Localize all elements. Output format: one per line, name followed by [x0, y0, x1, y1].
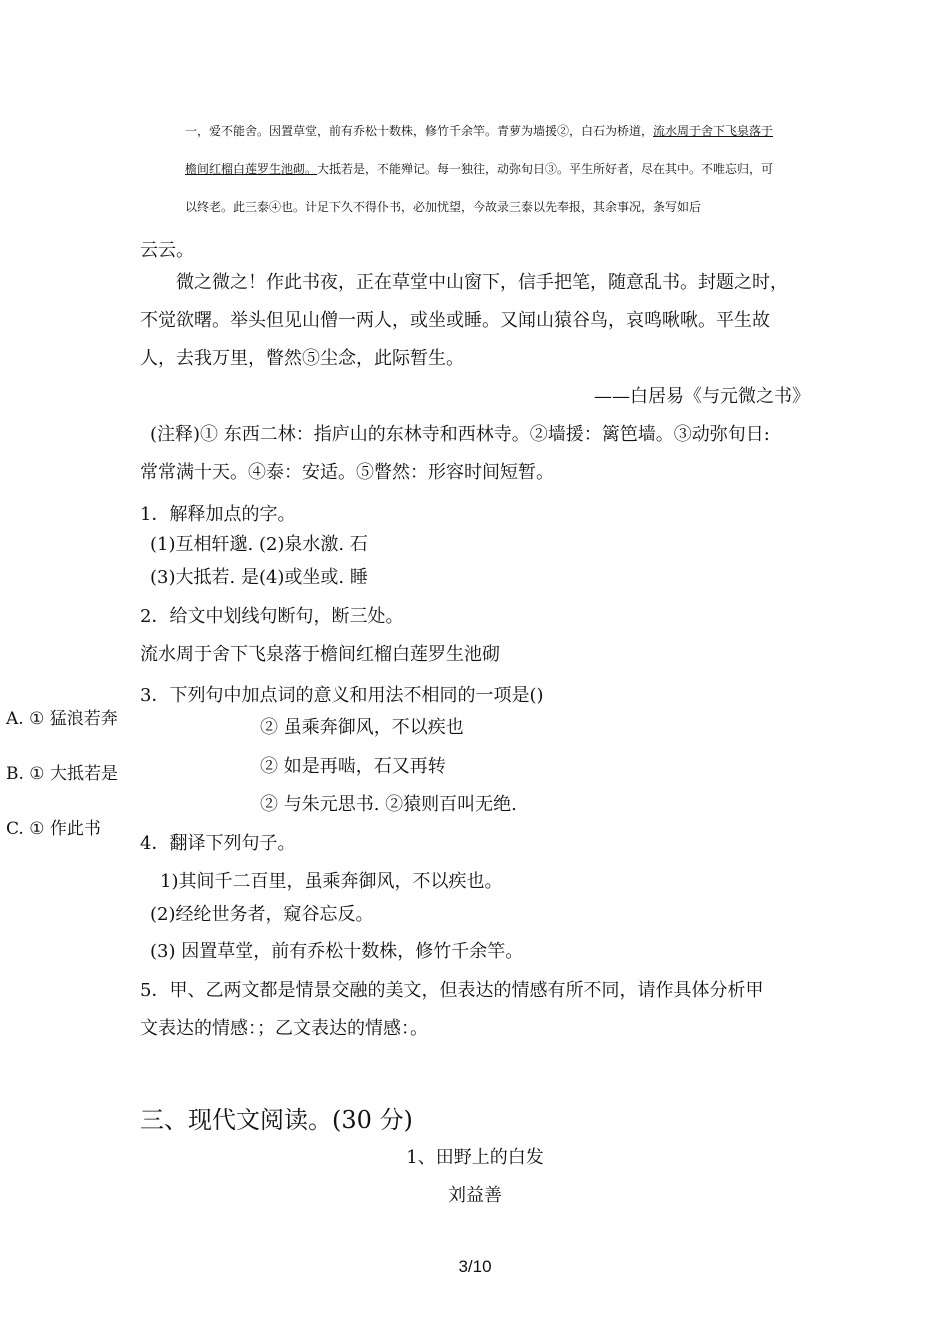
option-c-left: C. ① 作此书: [6, 819, 101, 839]
attribution: ——白居易《与元微之书》: [594, 386, 810, 407]
question-1-items-b: (3)大抵若. 是(4)或坐或. 睡: [150, 567, 368, 588]
underlined-sentence-part-2: 檐间红榴白莲罗生池砌。: [185, 162, 318, 176]
page-number: 3/10: [458, 1257, 492, 1276]
question-1: 1．解释加点的字。: [140, 504, 296, 525]
passage-line-2: [185, 160, 773, 177]
section-heading: 三、现代文阅读。(30 分): [140, 1106, 413, 1134]
article-author: 刘益善: [448, 1185, 502, 1206]
passage-line-3: 以终老。此三泰④也。计足下久不得仆书，必加忧望，今故录三泰以先奉报，其余事况，条写如后: [185, 200, 702, 214]
question-5-line-2: 文表达的情感：；乙文表达的情感：。: [140, 1018, 428, 1039]
question-4-item-1: 1)其间千二百里，虽乘奔御风，不以疾也。: [160, 871, 503, 892]
option-a-right: ② 虽乘奔御风，不以疾也: [260, 717, 464, 738]
passage-line-2-text: 大抵若是，不能殚记。每一独往，动弥旬日③。平生所好者，尽在其中。不唯忘归，可: [317, 162, 774, 176]
question-1-items-a: (1)互相轩邈. (2)泉水激. 石: [150, 534, 368, 555]
passage-line-1-text: 一，爱不能舍。因置草堂，前有乔松十数株，修竹千余竿。青萝为墙援②，白石为桥道，: [185, 124, 654, 138]
question-4-item-3: (3) 因置草堂，前有乔松十数株，修竹千余竿。: [150, 941, 524, 962]
passage-para2-line-1: 微之微之！作此书夜，正在草堂中山窗下，信手把笔，随意乱书。封题之时，: [176, 272, 788, 293]
option-c-right: ② 与朱元思书. ②猿则百叫无绝.: [260, 794, 517, 815]
passage-line-1: [185, 122, 773, 139]
question-5-line-1: 5．甲、乙两文都是情景交融的美文，但表达的情感有所不同，请作具体分析甲: [140, 980, 764, 1001]
passage-para2-line-3: 人，去我万里，瞥然⑤尘念，此际暂生。: [140, 348, 464, 369]
question-3: 3．下列句中加点词的意义和用法不相同的一项是(): [140, 685, 544, 706]
passage-para2-line-2: 不觉欲曙。举头但见山僧一两人，或坐或睡。又闻山猿谷鸟，哀鸣啾啾。平生故: [140, 310, 770, 331]
option-b-right: ② 如是再啮，石又再转: [260, 756, 446, 777]
question-2-sentence: 流水周于舍下飞泉落于檐间红榴白莲罗生池砌: [140, 644, 500, 665]
option-a-left: A. ① 猛浪若奔: [6, 709, 118, 729]
article-title: 1、田野上的白发: [406, 1147, 544, 1168]
question-4: 4．翻译下列句子。: [140, 833, 296, 854]
option-b-left: B. ① 大抵若是: [6, 764, 118, 784]
notes-line-2: 常常满十天。④泰：安适。⑤瞥然：形容时间短暂。: [140, 462, 554, 483]
notes-line-1: (注释)① 东西二林：指庐山的东林寺和西林寺。②墙援：篱笆墙。③动弥旬日:: [150, 424, 770, 445]
passage-line-4: 云云。: [140, 240, 194, 261]
underlined-sentence-part-1: 流水周于舍下飞泉落于: [653, 124, 774, 138]
question-4-item-2: (2)经纶世务者，窥谷忘反。: [150, 904, 374, 925]
question-2: 2．给文中划线句断句，断三处。: [140, 606, 404, 627]
